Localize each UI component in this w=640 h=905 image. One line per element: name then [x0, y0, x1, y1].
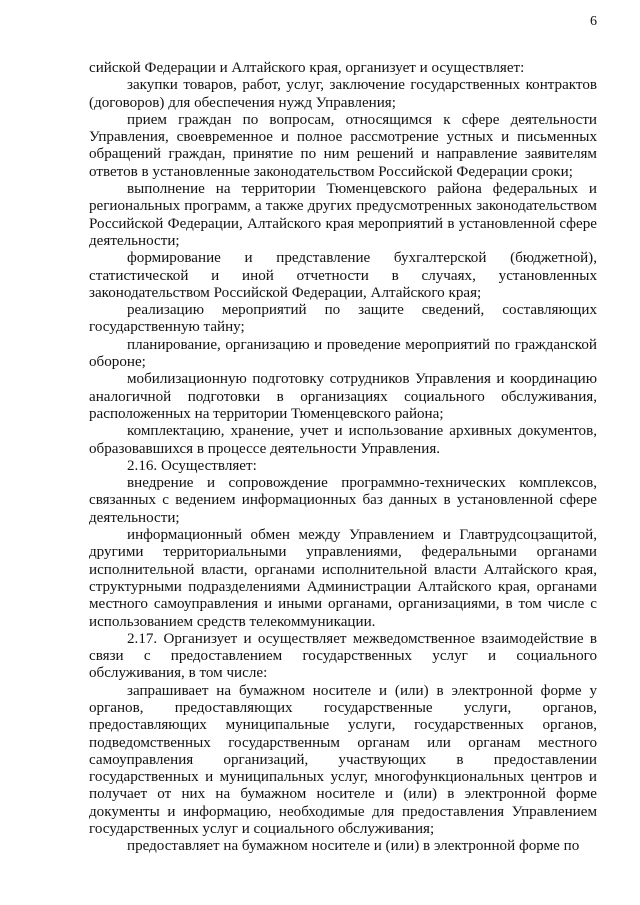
document-body — [89, 60, 597, 856]
paragraph: планирование, организацию и проведение мероприятий по гражданской обороне; — [89, 336, 597, 371]
paragraph: выполнение на территории Тюменцевского района федеральных и региональных программ, а также других предусмотренных законодательством Российской Федерации, Алтайского края мероприятий в установленной сфере деятельности; — [89, 181, 597, 249]
paragraph: реализацию мероприятий по защите сведений, составляющих государственную тайну; — [89, 302, 597, 336]
paragraph: предоставляет на бумажном носителе и (или) в электронной форме по — [127, 838, 580, 855]
paragraph: внедрение и сопровождение программно-технических комплексов, связанных с ведением информационных баз данных в установленной сфере деятельности; — [89, 475, 597, 526]
paragraph: формирование и представление бухгалтерской (бюджетной), статистической и иной отчетности в случаях, установленных законодательством Российской Федерации, Алтайского края; — [89, 250, 597, 301]
page-number: 6 — [590, 14, 597, 29]
paragraph: закупки товаров, работ, услуг, заключение государственных контрактов (договоров) для обеспечения нужд Управления; — [89, 77, 597, 111]
section-heading: 2.16. Осуществляет: — [127, 457, 257, 474]
section-heading: 2.17. Организует и осуществляет межведомственное взаимодействие в связи с предоставлением государственных услуг и социального обслуживания, в том числе: — [89, 630, 597, 682]
paragraph: сийской Федерации и Алтайского края, организует и осуществляет: — [89, 60, 525, 76]
paragraph: прием граждан по вопросам, относящимся к сфере деятельности Управления, своевременное и полное рассмотрение устных и письменных обращений граждан, принятие по ним решений и направление заявителям ответов в установленные законодательством Российской Федерации сроки; — [89, 111, 597, 180]
paragraph: мобилизационную подготовку сотрудников Управления и координацию аналогичной подготовки в организациях социального обслуживания, расположенных на территории Тюменцевского района; — [89, 371, 597, 422]
paragraph: запрашивает на бумажном носителе и (или) в электронной форме у органов, предоставляющих государственные услуги, органов, предоставляющих муниципальные услуги, государственных органов, подведомственных государственным органам или органам местного самоуправления организаций, участвующих в предоставлении государственных и муниципальных услуг, многофункциональных центров и получает от них на бумажном носителе и (или) в электронной форме документы и информацию, необходимые для предоставления Управлением государственных услуг и социального обслуживания; — [89, 682, 597, 838]
paragraph: информационный обмен между Управлением и Главтрудсоцзащитой, другими территориальными управлениями, федеральными органами исполнительной власти, органами исполнительной власти Алтайского края, структурными подразделениями Администрации Алтайского края, органами местного самоуправления и иными органами, организациями, в том числе с использованием средств телекоммуникации. — [89, 527, 597, 630]
paragraph: комплектацию, хранение, учет и использование архивных документов, образовавшихся в процессе деятельности Управления. — [89, 423, 597, 457]
